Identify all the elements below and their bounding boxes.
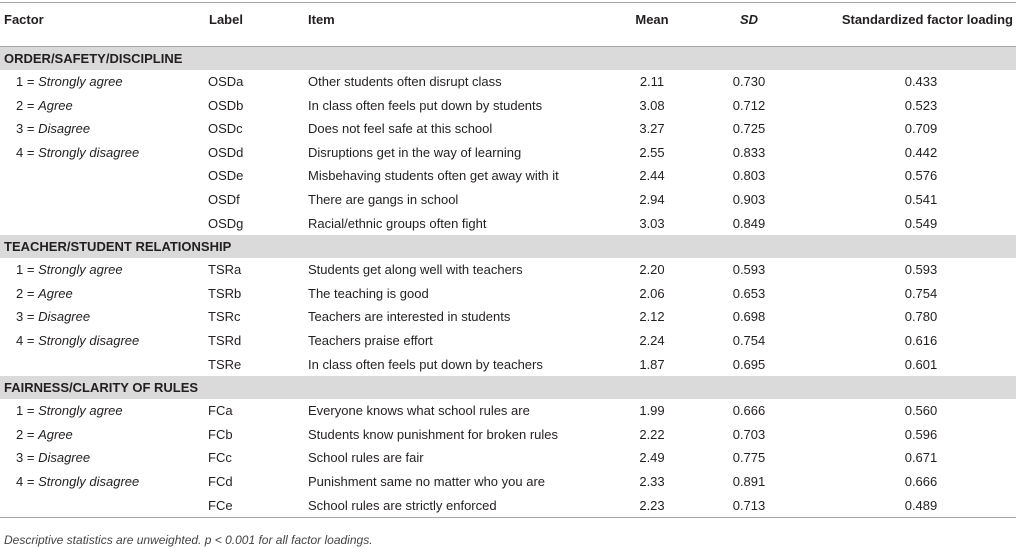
table-row xyxy=(0,188,1016,212)
scale-value: 3 = xyxy=(16,450,35,466)
table-row xyxy=(0,329,1016,353)
label-cell: OSDf xyxy=(208,191,240,207)
loading-cell: 0.666 xyxy=(904,473,938,489)
section-title: FAIRNESS/CLARITY OF RULES xyxy=(4,380,199,396)
label-cell: OSDe xyxy=(208,168,244,184)
item-cell: Misbehaving students often get away with it xyxy=(308,168,559,184)
factor-scale-cell xyxy=(16,70,123,94)
scale-label: Strongly agree xyxy=(38,403,123,419)
mean-cell: 2.94 xyxy=(639,191,665,207)
scale-label: Strongly disagree xyxy=(38,332,140,348)
section-header xyxy=(0,376,1016,399)
label-cell: OSDg xyxy=(208,215,244,231)
sd-cell: 0.713 xyxy=(732,497,766,513)
scale-value: 1 = xyxy=(16,262,35,278)
column-header-label: Label xyxy=(209,12,243,27)
label-cell: OSDc xyxy=(208,121,243,137)
factor-scale-cell xyxy=(16,117,90,141)
loading-cell: 0.489 xyxy=(904,497,938,513)
item-cell: Students get along well with teachers xyxy=(308,262,523,278)
label-cell: FCa xyxy=(208,403,233,419)
scale-label: Agree xyxy=(38,97,73,113)
factor-scale-cell xyxy=(16,282,73,306)
section-header xyxy=(0,235,1016,258)
sd-cell: 0.775 xyxy=(732,450,766,466)
item-cell: Everyone knows what school rules are xyxy=(308,403,530,419)
item-cell: Does not feel safe at this school xyxy=(308,121,493,137)
factor-scale-cell xyxy=(16,258,123,282)
table-row xyxy=(0,446,1016,470)
scale-value: 3 = xyxy=(16,121,35,137)
scale-value: 2 = xyxy=(16,97,35,113)
column-header-sd: SD xyxy=(739,12,759,27)
table-body xyxy=(0,47,1016,517)
table-row xyxy=(0,141,1016,165)
scale-label: Strongly disagree xyxy=(38,144,140,160)
sd-cell: 0.754 xyxy=(732,332,766,348)
scale-label: Disagree xyxy=(38,121,91,137)
mean-cell: 2.33 xyxy=(639,473,665,489)
loading-cell: 0.709 xyxy=(904,121,938,137)
table-row xyxy=(0,70,1016,94)
scale-label: Agree xyxy=(38,285,73,301)
scale-value: 4 = xyxy=(16,473,35,489)
label-cell: FCd xyxy=(208,473,233,489)
mean-cell: 2.11 xyxy=(639,74,665,89)
loading-cell: 0.601 xyxy=(904,356,938,372)
column-header-mean: Mean xyxy=(635,12,669,27)
label-cell: FCe xyxy=(208,497,233,513)
scale-label: Disagree xyxy=(38,309,91,325)
mean-cell: 2.55 xyxy=(639,144,665,160)
scale-value: 4 = xyxy=(16,332,35,348)
loading-cell: 0.754 xyxy=(904,285,938,301)
loading-cell: 0.596 xyxy=(904,426,938,442)
sd-cell: 0.593 xyxy=(732,262,766,278)
mean-cell: 2.12 xyxy=(639,309,665,325)
section-title: ORDER/SAFETY/DISCIPLINE xyxy=(4,51,183,66)
mean-cell: 2.24 xyxy=(639,332,665,348)
table-row xyxy=(0,470,1016,494)
factor-scale-cell xyxy=(16,329,139,353)
sd-cell: 0.698 xyxy=(732,309,766,325)
label-cell: OSDd xyxy=(208,144,244,160)
table-row xyxy=(0,399,1016,423)
loading-cell: 0.560 xyxy=(904,403,938,419)
section-title: TEACHER/STUDENT RELATIONSHIP xyxy=(4,239,232,255)
table-row xyxy=(0,94,1016,118)
factor-scale-cell xyxy=(16,305,90,329)
table-row xyxy=(0,305,1016,329)
item-cell: In class often feels put down by students xyxy=(308,97,543,113)
scale-label: Disagree xyxy=(38,450,91,466)
sd-cell: 0.653 xyxy=(732,285,766,301)
loading-cell: 0.541 xyxy=(904,191,938,207)
label-cell: TSRb xyxy=(208,285,242,301)
mean-cell: 2.20 xyxy=(639,262,665,278)
sd-cell: 0.833 xyxy=(732,144,766,160)
label-cell: TSRe xyxy=(208,356,242,372)
scale-value: 3 = xyxy=(16,309,35,325)
item-cell: Racial/ethnic groups often fight xyxy=(308,215,487,231)
label-cell: OSDa xyxy=(208,74,244,89)
mean-cell: 3.03 xyxy=(639,215,665,231)
factor-scale-cell xyxy=(16,94,73,118)
sd-cell: 0.849 xyxy=(732,215,766,231)
table-row xyxy=(0,212,1016,236)
scale-value: 2 = xyxy=(16,426,35,442)
mean-cell: 2.22 xyxy=(639,426,665,442)
column-header-factor: Factor xyxy=(4,12,44,27)
mean-cell: 3.08 xyxy=(639,97,665,113)
loading-cell: 0.442 xyxy=(904,144,938,160)
sd-cell: 0.712 xyxy=(732,97,766,113)
loading-cell: 0.433 xyxy=(904,74,938,89)
label-cell: TSRc xyxy=(208,309,241,325)
item-cell: Teachers praise effort xyxy=(308,332,433,348)
section-header xyxy=(0,47,1016,70)
item-cell: There are gangs in school xyxy=(308,191,459,207)
loading-cell: 0.593 xyxy=(904,262,938,278)
sd-cell: 0.703 xyxy=(732,426,766,442)
table-bottom-rule xyxy=(0,517,1016,518)
item-cell: School rules are fair xyxy=(308,450,424,466)
loading-cell: 0.616 xyxy=(904,332,938,348)
scale-value: 2 = xyxy=(16,285,35,301)
table-row xyxy=(0,117,1016,141)
loading-cell: 0.549 xyxy=(904,215,938,231)
column-header-item: Item xyxy=(308,12,335,27)
factor-scale-cell xyxy=(16,141,139,165)
factor-scale-cell xyxy=(16,423,73,447)
sd-cell: 0.666 xyxy=(732,403,766,419)
table-row xyxy=(0,423,1016,447)
sd-cell: 0.730 xyxy=(732,74,766,89)
scale-label: Strongly disagree xyxy=(38,473,140,489)
mean-cell: 2.44 xyxy=(639,168,665,184)
factor-scale-cell xyxy=(16,399,123,423)
table-row xyxy=(0,353,1016,377)
table-row xyxy=(0,282,1016,306)
scale-value: 1 = xyxy=(16,74,35,89)
loading-cell: 0.671 xyxy=(904,450,938,466)
factor-scale-cell xyxy=(16,446,90,470)
sd-cell: 0.695 xyxy=(732,356,766,372)
scale-label: Strongly agree xyxy=(38,74,123,89)
item-cell: Disruptions get in the way of learning xyxy=(308,144,522,160)
mean-cell: 2.23 xyxy=(639,497,665,513)
scale-value: 1 = xyxy=(16,403,35,419)
column-header-loading: Standardized factor loading xyxy=(841,12,1013,27)
item-cell: Students know punishment for broken rules xyxy=(308,426,559,442)
item-cell: In class often feels put down by teachers xyxy=(308,356,543,372)
sd-cell: 0.903 xyxy=(732,191,766,207)
mean-cell: 3.27 xyxy=(639,121,665,137)
mean-cell: 2.49 xyxy=(639,450,665,466)
loading-cell: 0.576 xyxy=(904,168,938,184)
loading-cell: 0.523 xyxy=(904,97,938,113)
table-footnote: Descriptive statistics are unweighted. p < 0.001 for all factor loadings. xyxy=(4,533,373,547)
label-cell: FCc xyxy=(208,450,232,466)
item-cell: Punishment same no matter who you are xyxy=(308,473,546,489)
item-cell: The teaching is good xyxy=(308,285,429,301)
scale-value: 4 = xyxy=(16,144,35,160)
sd-cell: 0.891 xyxy=(732,473,766,489)
mean-cell: 1.99 xyxy=(639,403,665,419)
label-cell: TSRd xyxy=(208,332,242,348)
factor-scale-cell xyxy=(16,470,139,494)
label-cell: OSDb xyxy=(208,97,244,113)
item-cell: Other students often disrupt class xyxy=(308,74,502,89)
mean-cell: 1.87 xyxy=(639,356,665,372)
item-cell: School rules are strictly enforced xyxy=(308,497,497,513)
sd-cell: 0.803 xyxy=(732,168,766,184)
scale-label: Agree xyxy=(38,426,73,442)
mean-cell: 2.06 xyxy=(639,285,665,301)
table-row xyxy=(0,258,1016,282)
table-row xyxy=(0,164,1016,188)
scale-label: Strongly agree xyxy=(38,262,123,278)
label-cell: TSRa xyxy=(208,262,242,278)
sd-cell: 0.725 xyxy=(732,121,766,137)
item-cell: Teachers are interested in students xyxy=(308,309,511,325)
loading-cell: 0.780 xyxy=(904,309,938,325)
table-row xyxy=(0,494,1016,518)
table-header-row xyxy=(0,3,1016,47)
factor-loadings-table xyxy=(0,2,1016,518)
label-cell: FCb xyxy=(208,426,233,442)
